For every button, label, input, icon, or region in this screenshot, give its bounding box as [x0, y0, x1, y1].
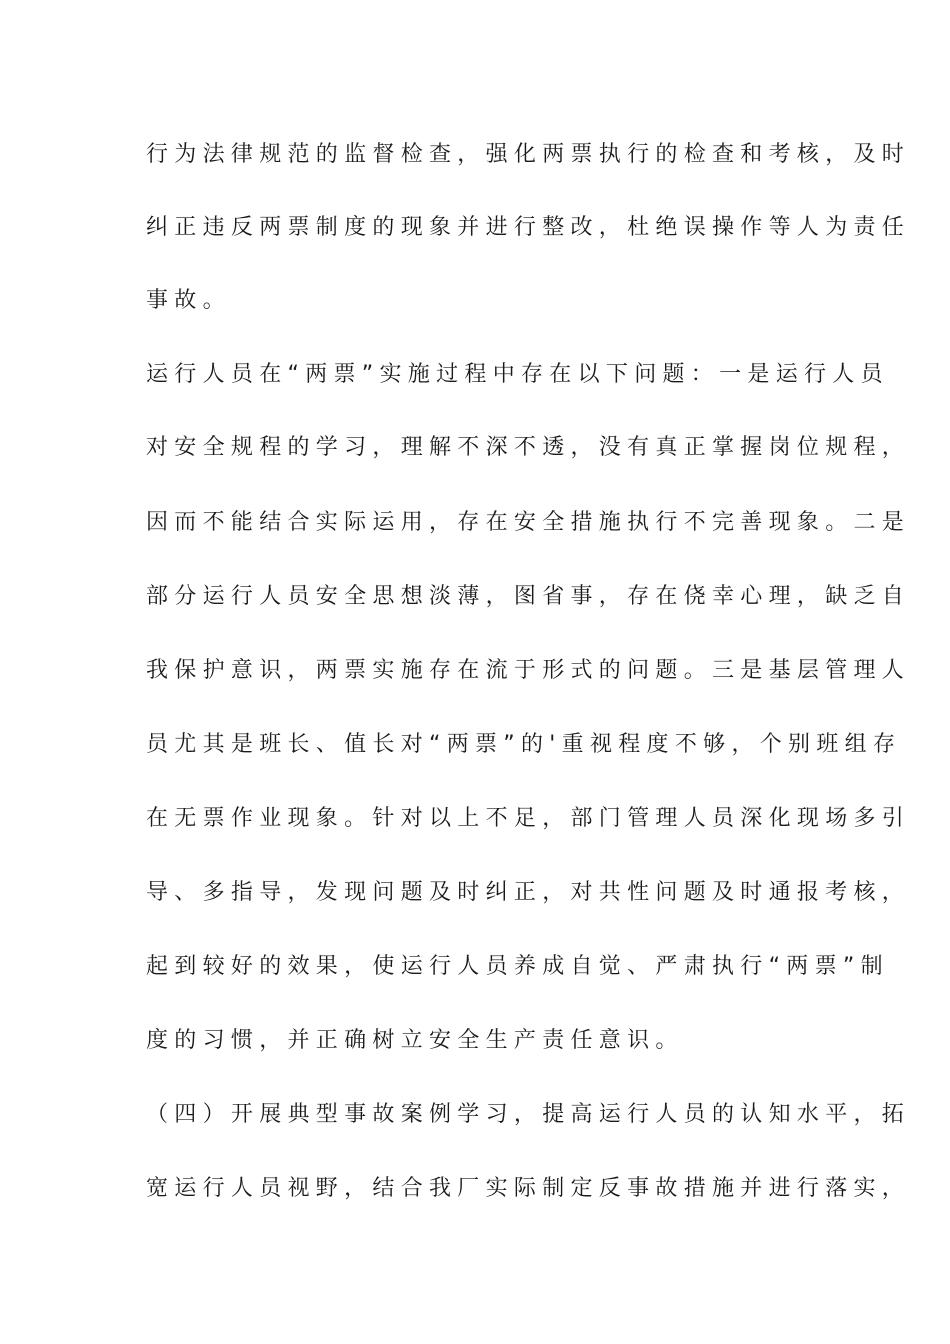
text-line: 宽运行人员视野，结合我厂实际制定反事故措施并进行落实，	[146, 1176, 911, 1201]
text-line: 员尤其是班长、值长对“两票”的'重视程度不够，个别班组存	[146, 732, 902, 757]
text-line: 在无票作业现象。针对以上不足，部门管理人员深化现场多引	[146, 806, 911, 831]
text-line: 导、多指导，发现问题及时纠正，对共性问题及时通报考核，	[146, 880, 911, 905]
text-line: 纠正违反两票制度的现象并进行整改，杜绝误操作等人为责任	[146, 215, 911, 240]
text-line: 度的习惯，并正确树立安全生产责任意识。	[146, 1028, 684, 1053]
text-line: 因而不能结合实际运用，存在安全措施执行不完善现象。二是	[146, 510, 911, 535]
text-line: 事故。	[146, 288, 231, 313]
text-line: 运行人员在“两票”实施过程中存在以下问题：一是运行人员	[146, 362, 889, 387]
text-line: 我保护意识，两票实施存在流于形式的问题。三是基层管理人	[146, 658, 911, 683]
text-line: 行为法律规范的监督检查，强化两票执行的检查和考核，及时	[146, 142, 911, 167]
text-line: 起到较好的效果，使运行人员养成自觉、严肃执行“两票”制	[146, 954, 889, 979]
text-line: 对安全规程的学习，理解不深不透，没有真正掌握岗位规程，	[146, 435, 911, 460]
text-line: 部分运行人员安全思想淡薄，图省事，存在侥幸心理，缺乏自	[146, 584, 911, 609]
text-line: （四）开展典型事故案例学习，提高运行人员的认知水平，拓	[146, 1102, 911, 1127]
